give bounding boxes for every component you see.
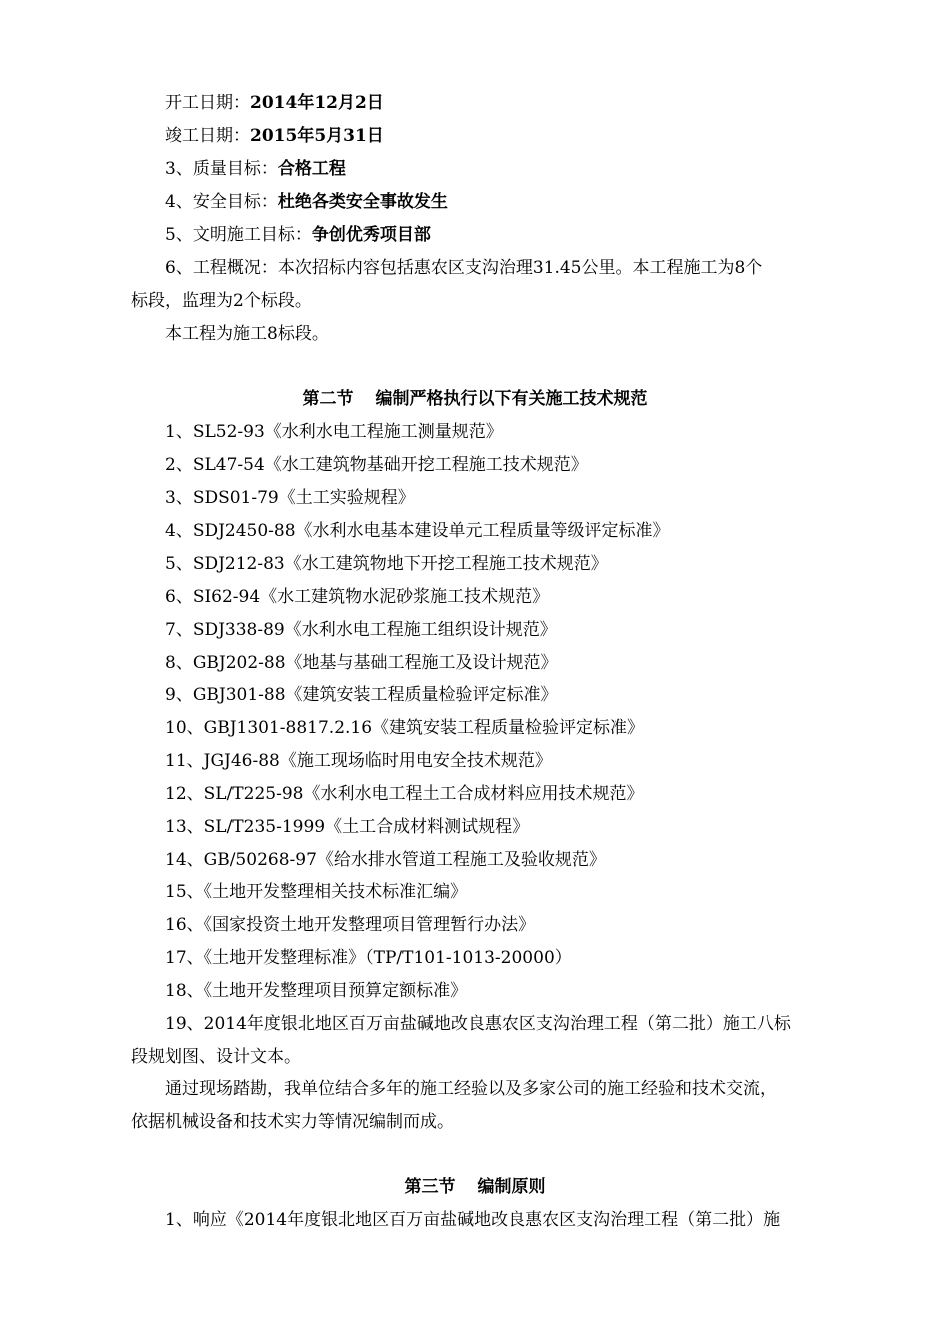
standard-item: 14、GB/50268-97《给水排水管道工程施工及验收规范》: [165, 850, 606, 870]
standard-item-19-line-1: 19、2014年度银北地区百万亩盐碱地改良惠农区支沟治理工程（第二批）施工八标: [165, 1014, 791, 1034]
standard-item: 1、SL52-93《水利水电工程施工测量规范》: [165, 422, 503, 442]
standard-item: 4、SDJ2450-88《水利水电基本建设单元工程质量等级评定标准》: [165, 521, 670, 541]
standard-item: 2、SL47-54《水工建筑物基础开挖工程施工技术规范》: [165, 455, 588, 475]
standard-item: 15、《土地开发整理相关技术标准汇编》: [165, 882, 468, 902]
start-date-line: [165, 91, 384, 115]
target-label: 4、安全目标：: [165, 192, 278, 212]
standard-item-19-line-2: 段规划图、设计文本。: [131, 1047, 301, 1067]
standard-item: 7、SDJ338-89《水利水电工程施工组织设计规范》: [165, 620, 557, 640]
standard-item: 8、GBJ202-88《地基与基础工程施工及设计规范》: [165, 653, 558, 673]
standard-item: 13、SL/T235-1999《土工合成材料测试规程》: [165, 817, 530, 837]
standard-item: 10、GBJ1301-8817.2.16《建筑安装工程质量检验评定标准》: [165, 718, 645, 738]
note-line-2: 依据机械设备和技术实力等情况编制而成。: [131, 1112, 454, 1132]
standard-item: 18、《土地开发整理项目预算定额标准》: [165, 981, 468, 1001]
overview-line-2: 标段，监理为2个标段。: [131, 291, 312, 311]
start-date-value: 2014年12月2日: [250, 93, 384, 113]
standard-item: 17、《土地开发整理标准》（TP/T101-1013-20000）: [165, 948, 572, 968]
standard-item: 5、SDJ212-83《水工建筑物地下开挖工程施工技术规范》: [165, 554, 608, 574]
quality-target-line: [165, 157, 346, 181]
overview-line-3: 本工程为施工8标段。: [165, 324, 329, 344]
section-2-title: 编制严格执行以下有关施工技术规范: [375, 389, 648, 409]
standard-item: 3、SDS01-79《土工实验规程》: [165, 488, 415, 508]
standard-item: 11、JGJ46-88《施工现场临时用电安全技术规范》: [165, 751, 552, 771]
target-value: 争创优秀项目部: [311, 225, 431, 245]
safety-target-line: [165, 190, 448, 214]
standard-item: 12、SL/T225-98《水利水电工程土工合成材料应用技术规范》: [165, 784, 644, 804]
target-value: 合格工程: [277, 159, 346, 179]
section-2-heading: [0, 387, 950, 411]
end-date-line: [165, 124, 384, 148]
principle-item-1-line-1: 1、响应《2014年度银北地区百万亩盐碱地改良惠农区支沟治理工程（第二批）施: [165, 1210, 781, 1230]
end-date-label: 竣工日期：: [165, 126, 250, 146]
overview-line-1: 6、工程概况：本次招标内容包括惠农区支沟治理31.45公里。本工程施工为8个: [165, 258, 763, 278]
standard-item: 16、《国家投资土地开发整理项目管理暂行办法》: [165, 915, 536, 935]
target-label: 3、质量目标：: [165, 159, 278, 179]
section-2-number: 第二节: [302, 389, 354, 409]
section-3-title: 编制原则: [477, 1177, 546, 1197]
target-value: 杜绝各类安全事故发生: [277, 192, 448, 212]
section-3-number: 第三节: [404, 1177, 456, 1197]
end-date-value: 2015年5月31日: [250, 126, 384, 146]
target-label: 5、文明施工目标：: [165, 225, 312, 245]
standard-item: 6、SI62-94《水工建筑物水泥砂浆施工技术规范》: [165, 587, 550, 607]
civilized-target-line: [165, 223, 431, 247]
standard-item: 9、GBJ301-88《建筑安装工程质量检验评定标准》: [165, 685, 558, 705]
note-line-1: 通过现场踏勘，我单位结合多年的施工经验以及多家公司的施工经验和技术交流，: [165, 1079, 777, 1099]
section-3-heading: [0, 1175, 950, 1199]
start-date-label: 开工日期：: [165, 93, 250, 113]
